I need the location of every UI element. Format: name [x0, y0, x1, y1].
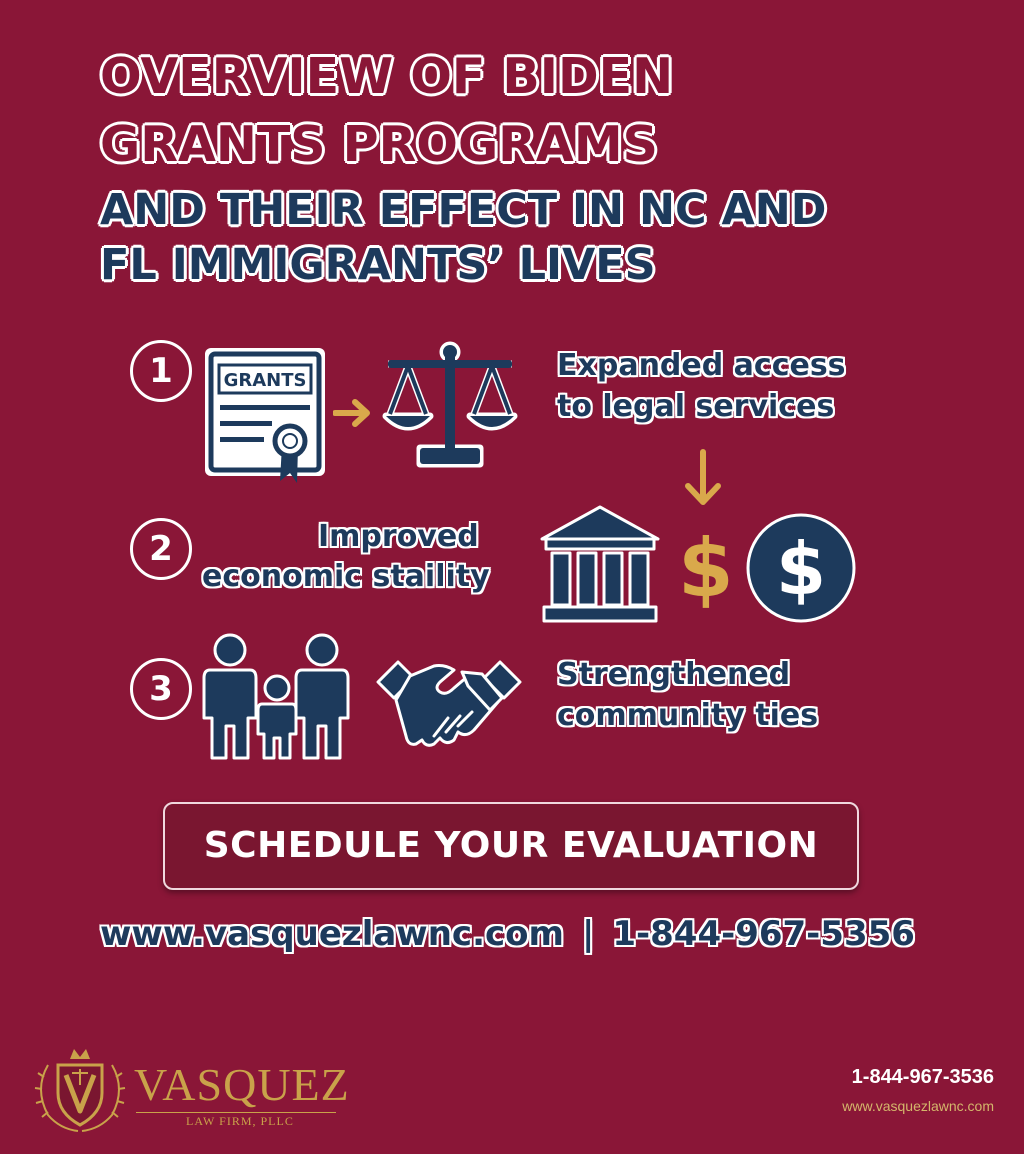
phone-link[interactable]: 1-844-967-5356 [612, 914, 915, 954]
step-1-label-line-2: to legal services [557, 389, 835, 424]
grants-icon-text: GRANTS [223, 370, 307, 391]
step-1-number-badge: 1 [130, 340, 192, 402]
logo-firm-name: VASQUEZ [134, 1059, 350, 1110]
logo-firm-subtitle: LAW FIRM, PLLC [186, 1114, 294, 1128]
step-2-number-badge: 2 [130, 518, 192, 580]
schedule-evaluation-button[interactable]: SCHEDULE YOUR EVALUATION [163, 802, 859, 890]
handshake-icon [374, 652, 524, 756]
step-2-label-line-2: economic staility [202, 559, 490, 594]
title-line-2: GRANTS PROGRAMS [100, 116, 658, 173]
dollar-sign-icon: $ [678, 522, 734, 615]
dollar-coin-icon [745, 512, 857, 624]
title-line-1: OVERVIEW OF BIDEN [100, 48, 674, 105]
svg-text:$: $ [775, 527, 827, 611]
step-3-number-badge: 3 [130, 658, 192, 720]
contact-line [100, 912, 915, 956]
arrow-right-icon [333, 398, 373, 428]
contact-separator: | [581, 914, 595, 954]
subtitle-line-1: AND THEIR EFFECT IN NC AND [100, 185, 827, 235]
step-2-label-line-1: Improved [318, 519, 479, 554]
grant-document-icon [202, 345, 328, 487]
family-icon [200, 630, 360, 762]
scales-of-justice-icon [378, 340, 523, 475]
subtitle-line-2: FL IMMIGRANTS’ LIVES [100, 240, 656, 290]
bank-icon [538, 503, 662, 627]
footer-website-link[interactable]: www.vasquezlawnc.com [842, 1098, 994, 1114]
vasquez-logo-emblem-icon [30, 1045, 130, 1135]
footer-phone: 1-844-967-3536 [851, 1066, 994, 1088]
step-3-label-line-2: community ties [557, 698, 819, 733]
step-3-label-line-1: Strengthened [557, 657, 791, 692]
website-link[interactable]: www.vasquezlawnc.com [100, 914, 564, 954]
arrow-down-icon [682, 448, 724, 510]
step-1-label-line-1: Expanded access [557, 348, 846, 383]
